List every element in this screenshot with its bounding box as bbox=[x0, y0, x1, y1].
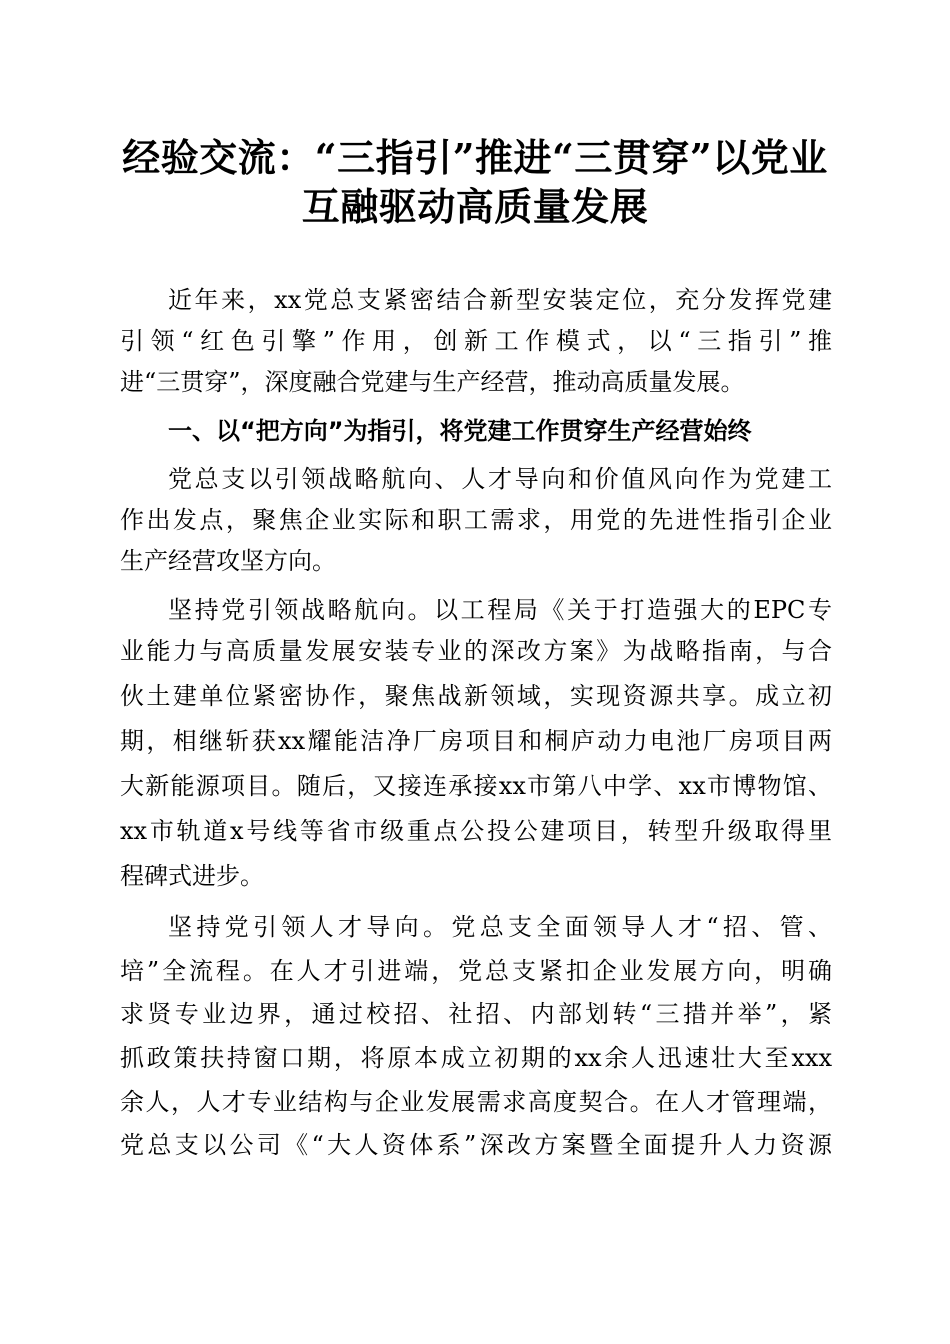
body-line: 余人，人才专业结构与企业发展需求高度契合。在人才管理端， bbox=[120, 1088, 832, 1116]
body-line: 党总支以公司《“大人资体系”深改方案暨全面提升人力资源 bbox=[120, 1131, 832, 1159]
body-line: 引领“红色引擎”作用，创新工作模式，以“三指引”推 bbox=[120, 327, 832, 355]
body-line: 党总支以引领战略航向、人才导向和价值风向作为党建工 bbox=[168, 465, 832, 493]
document-title-line-1: 经验交流：“三指引”推进“三贯穿”以党业 bbox=[122, 135, 828, 180]
document-title-line-2: 互融驱动高质量发展 bbox=[301, 184, 649, 229]
body-line: 坚持党引领战略航向。以工程局《关于打造强大的EPC专 bbox=[168, 596, 832, 624]
body-line: 求贤专业边界，通过校招、社招、内部划转“三措并举”，紧 bbox=[120, 1000, 832, 1028]
body-line: 坚持党引领人才导向。党总支全面领导人才“招、管、 bbox=[168, 913, 832, 941]
body-line: 大新能源项目。随后，又接连承接xx市第八中学、xx市博物馆、 bbox=[120, 772, 832, 800]
body-line: 培”全流程。在人才引进端，党总支紧扣企业发展方向，明确 bbox=[120, 957, 832, 985]
body-line: 进“三贯穿”，深度融合党建与生产经营，推动高质量发展。 bbox=[120, 368, 745, 396]
body-line: 作出发点，聚焦企业实际和职工需求，用党的先进性指引企业 bbox=[120, 506, 832, 534]
body-line: 程碑式进步。 bbox=[120, 862, 264, 890]
body-line: 伙土建单位紧密协作，聚焦战新领域，实现资源共享。成立初 bbox=[120, 682, 832, 710]
body-line: 抓政策扶持窗口期，将原本成立初期的xx余人迅速壮大至xxx bbox=[120, 1044, 832, 1072]
body-line: xx市轨道x号线等省市级重点公投公建项目，转型升级取得里 bbox=[120, 817, 832, 845]
body-line: 生产经营攻坚方向。 bbox=[120, 547, 336, 575]
body-line: 近年来，xx党总支紧密结合新型安装定位，充分发挥党建 bbox=[168, 286, 832, 314]
body-line: 期，相继斩获xx耀能洁净厂房项目和桐庐动力电池厂房项目两 bbox=[120, 727, 832, 755]
body-line: 业能力与高质量发展安装专业的深改方案》为战略指南，与合 bbox=[120, 637, 832, 665]
section-heading: 一、以“把方向”为指引，将党建工作贯穿生产经营始终 bbox=[168, 417, 752, 445]
